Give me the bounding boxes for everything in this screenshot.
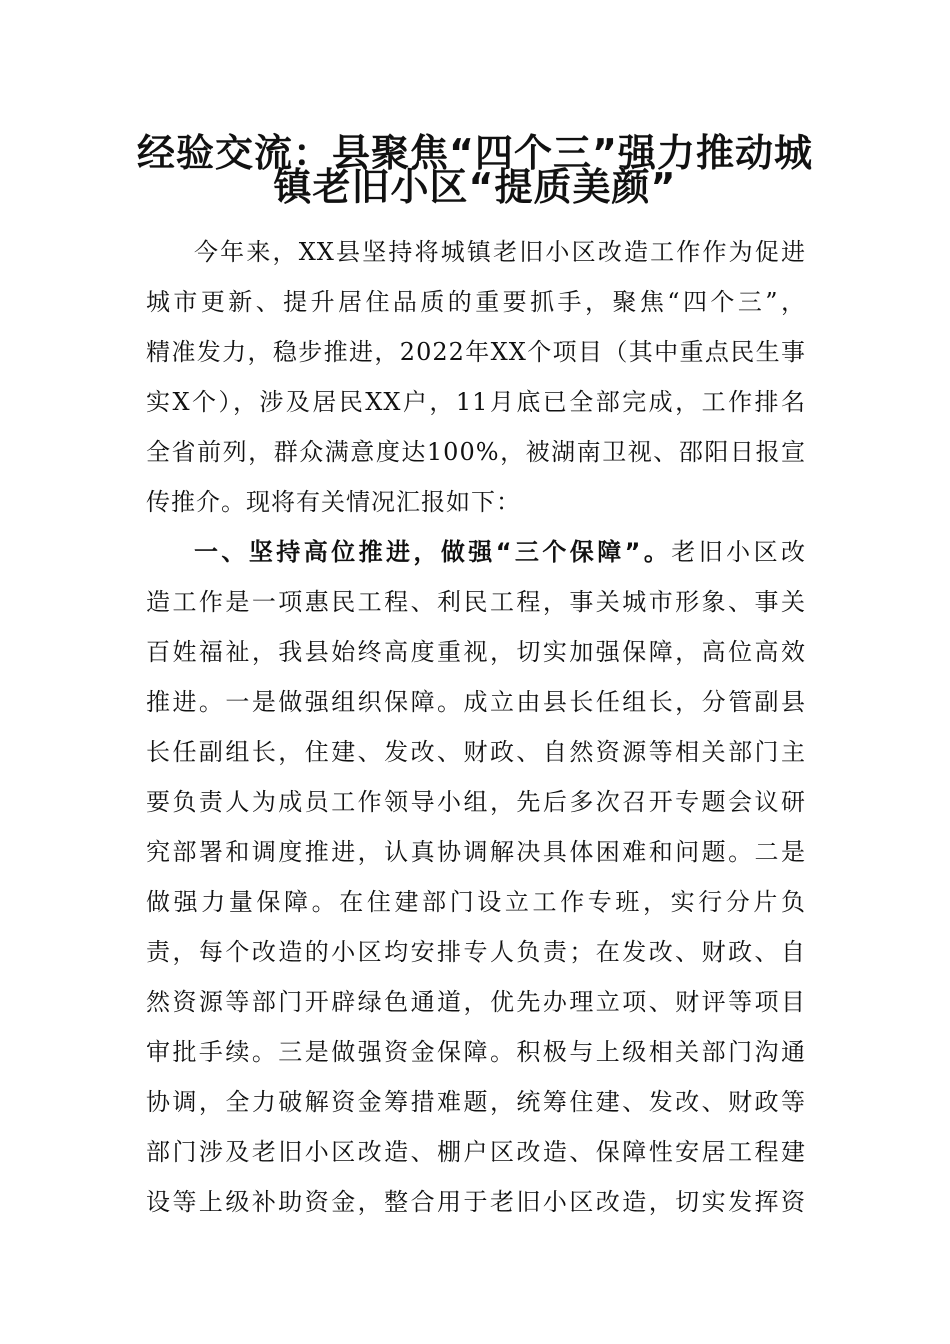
paragraph-1-line: 传推介。现将有关情况汇报如下： (146, 488, 521, 516)
section-1-line: 协调，全力破解资金筹措难题，统筹住建、发改、财政等 (146, 1088, 806, 1116)
section-1-line: 百姓福祉，我县始终高度重视，切实加强保障，高位高效 (146, 638, 806, 666)
section-1-heading: 一、坚持高位推进，做强“三个保障”。 (194, 538, 672, 566)
section-1-line: 造工作是一项惠民工程、利民工程，事关城市形象、事关 (146, 588, 806, 616)
section-1-line: 长任副组长，住建、发改、财政、自然资源等相关部门主 (146, 738, 806, 766)
paragraph-1-line: 城市更新、提升居住品质的重要抓手，聚焦“四个三”， (146, 288, 806, 316)
section-1-line: 然资源等部门开辟绿色通道，优先办理立项、财评等项目 (146, 988, 806, 1016)
paragraph-1-line: 实X个），涉及居民XX户，11月底已全部完成，工作排名 (146, 388, 806, 416)
paragraph-1-line: 精准发力，稳步推进，2022年XX个项目（其中重点民生事 (146, 338, 806, 366)
section-1-line: 责，每个改造的小区均安排专人负责；在发改、财政、自 (146, 938, 806, 966)
section-1-line: 设等上级补助资金，整合用于老旧小区改造，切实发挥资 (146, 1188, 806, 1216)
section-1-line: 推进。一是做强组织保障。成立由县长任组长，分管副县 (146, 688, 806, 716)
section-1-line: 做强力量保障。在住建部门设立工作专班，实行分片负 (146, 888, 806, 916)
section-1-line: 部门涉及老旧小区改造、棚户区改造、保障性安居工程建 (146, 1138, 806, 1166)
section-1-first-line-text: 老旧小区改 (671, 538, 806, 566)
section-1-first-line (194, 527, 806, 577)
section-1-line: 要负责人为成员工作领导小组，先后多次召开专题会议研 (146, 788, 806, 816)
document-title-line-1: 经验交流：县聚焦“四个三”强力推动城 (137, 131, 813, 175)
paragraph-1-line: 今年来，XX县坚持将城镇老旧小区改造工作作为促进 (194, 238, 806, 266)
section-1-line: 审批手续。三是做强资金保障。积极与上级相关部门沟通 (146, 1038, 806, 1066)
section-1-line: 究部署和调度推进，认真协调解决具体困难和问题。二是 (146, 838, 806, 866)
paragraph-1-line: 全省前列，群众满意度达100%，被湖南卫视、邵阳日报宣 (146, 438, 806, 466)
document-title-line-2: 镇老旧小区“提质美颜” (273, 165, 677, 209)
